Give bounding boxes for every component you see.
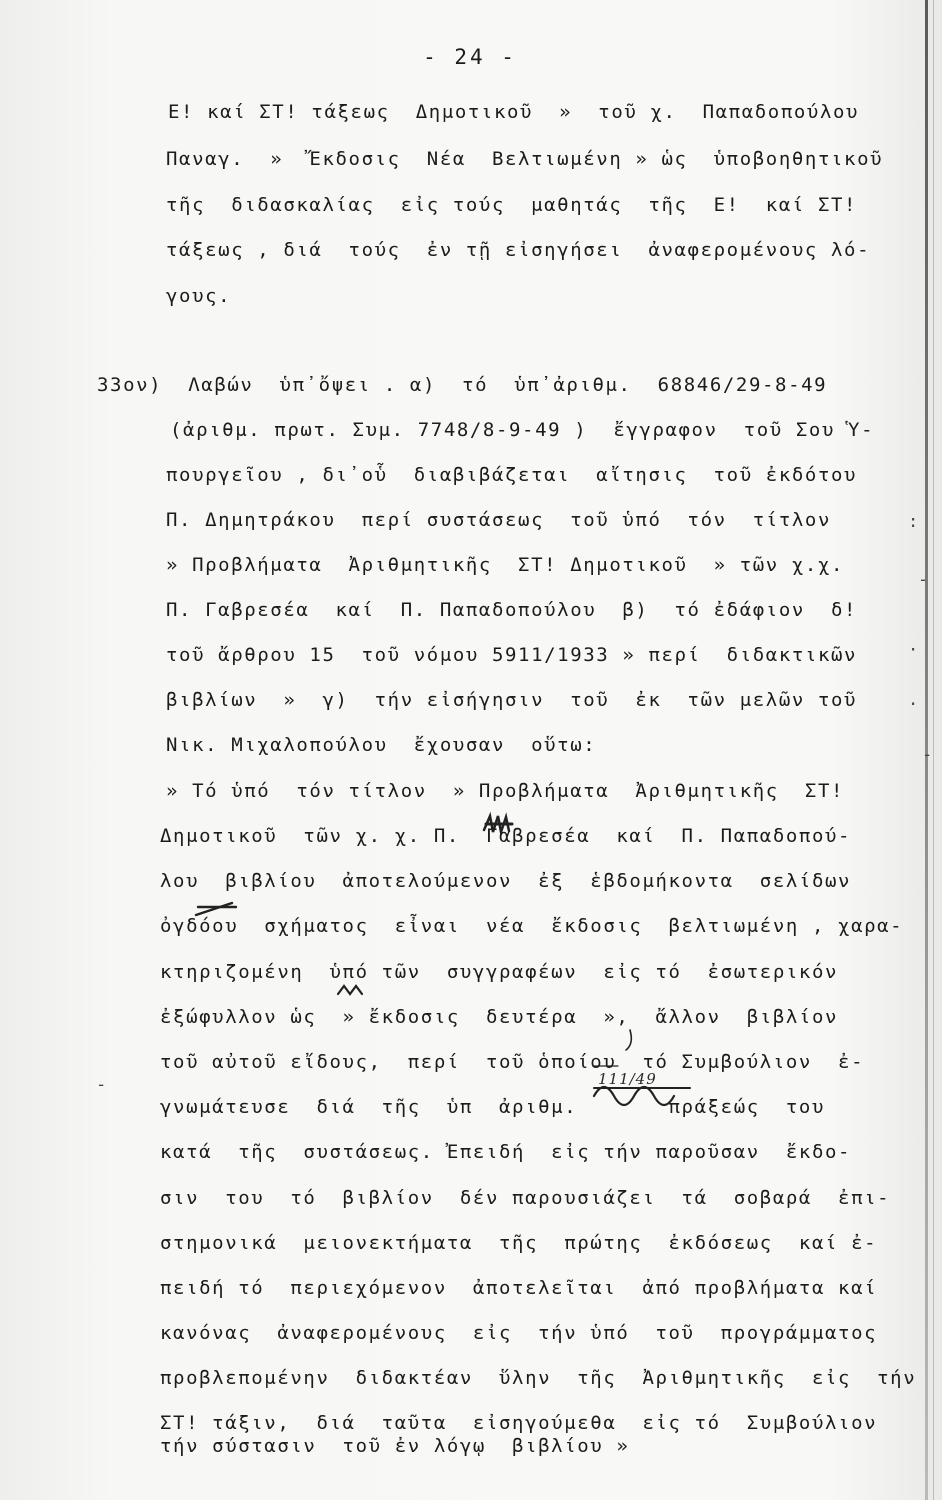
margin-mark: : [908, 512, 919, 532]
text-line: λου βιβλίου ἀποτελούμενον ἐξ ἑβδομήκοντα σελίδων [160, 870, 852, 892]
text-line: Ε! καί ΣΤ! τάξεως Δημοτικοῦ » τοῦ χ. Παπαδοπούλου [168, 101, 860, 123]
text-line: βιβλίων » γ) τήν εἰσήγησιν τοῦ ἐκ τῶν μελῶν τοῦ [166, 689, 858, 711]
text-line: πειδή τό περιεχόμενον ἀποτελεῖται ἀπό προβλήματα καί [160, 1277, 878, 1299]
text-line: ΣΤ! τάξιν, διά ταῦτα εἰσηγούμεθα εἰς τό Συμβούλιον [160, 1412, 878, 1434]
text-line: τοῦ αὐτοῦ εἴδους, περί τοῦ ὁποίου τό Συμβούλιον ἐ- [160, 1051, 865, 1073]
text-line: κανόνας ἀναφερομένους εἰς τήν ὑπό τοῦ προγράμματος [160, 1322, 878, 1344]
text-line: 33ον) Λαβών ὑπ᾽ὄψει . α) τό ὑπ᾽ἀριθμ. 68846/29-8-49 [97, 374, 828, 396]
text-line: σιν του τό βιβλίον δέν παρουσιάζει τά σοβαρά ἐπι- [160, 1187, 891, 1209]
margin-mark: - [96, 1075, 107, 1095]
text-line: τάξεως , διά τούς ἐν τῇ εἰσηγήσει ἀναφερομένους λό- [166, 239, 871, 261]
text-line: ὀγδόου σχήματος εἶναι νέα ἔκδοσις βελτιωμένη , χαρα- [160, 915, 904, 937]
handwritten-note: 111/49 [598, 1070, 657, 1088]
text-line: γους. [166, 285, 232, 307]
text-line: (ἀριθμ. πρωτ. Συμ. 7748/8-9-49 ) ἔγγραφον τοῦ Σου Ὑ- [170, 419, 875, 441]
text-line: τοῦ ἄρθρου 15 τοῦ νόμου 5911/1933 » περί διδακτικῶν [166, 644, 858, 666]
text-line: κτηριζομένη ὑπό τῶν συγγραφέων εἰς τό ἐσωτερικόν [160, 961, 839, 983]
page-number: - 24 - [423, 45, 517, 69]
margin-mark: - [918, 570, 929, 590]
strikeout-scribble [626, 1030, 631, 1050]
page-edge-line [933, 0, 934, 1500]
text-line: τῆς διδασκαλίας εἰς τούς μαθητάς τῆς Ε! καί ΣΤ! [166, 194, 858, 216]
text-line: » Προβλήματα Ἀριθμητικῆς ΣΤ! Δημοτικοῦ » τῶν χ.χ. [166, 554, 845, 576]
text-line: πουργεῖου , δι᾽οὗ διαβιβάζεται αἴτησις τοῦ ἐκδότου [166, 464, 858, 486]
text-line: στημονικά μειονεκτήματα τῆς πρώτης ἐκδόσεως καί ἐ- [160, 1232, 878, 1254]
text-line: γνωμάτευσε διά τῆς ὑπ ἀριθμ. πράξεώς του [160, 1096, 825, 1118]
text-line: τήν σύστασιν τοῦ ἐν λόγῳ βιβλίου » [160, 1435, 630, 1457]
text-line: » Τό ὑπό τόν τίτλον » Προβλήματα Ἀριθμητικῆς ΣΤ! [166, 780, 845, 802]
text-line: Παναγ. » Ἔκδοσις Νέα Βελτιωμένη » ὡς ὑποβοηθητικοῦ [166, 148, 884, 170]
strikeout-scribble [338, 986, 362, 994]
text-line: Π. Δημητράκου περί συστάσεως τοῦ ὑπό τόν τίτλον [166, 509, 831, 531]
margin-mark: · [908, 640, 919, 660]
text-line: Δημοτικοῦ τῶν χ. χ. Π. Γαβρεσέα καί Π. Παπαδοπού- [160, 825, 852, 847]
text-line: κατά τῆς συστάσεως. Ἐπειδή εἰς τήν παροῦσαν ἔκδο- [160, 1141, 852, 1163]
text-line: προβλεπομένην διδακτέαν ὕλην τῆς Ἀριθμητικῆς εἰς τήν [160, 1367, 917, 1389]
margin-mark: . [908, 690, 919, 710]
margin-mark: - [922, 745, 933, 765]
text-line: ἐξώφυλλον ὡς » ἔκδοσις δευτέρα », ἄλλον βιβλίον [160, 1006, 839, 1028]
text-line: Νικ. Μιχαλοπούλου ἔχουσαν οὕτω: [166, 734, 597, 756]
text-line: Π. Γαβρεσέα καί Π. Παπαδοπούλου β) τό ἐδάφιον δ! [166, 599, 858, 621]
